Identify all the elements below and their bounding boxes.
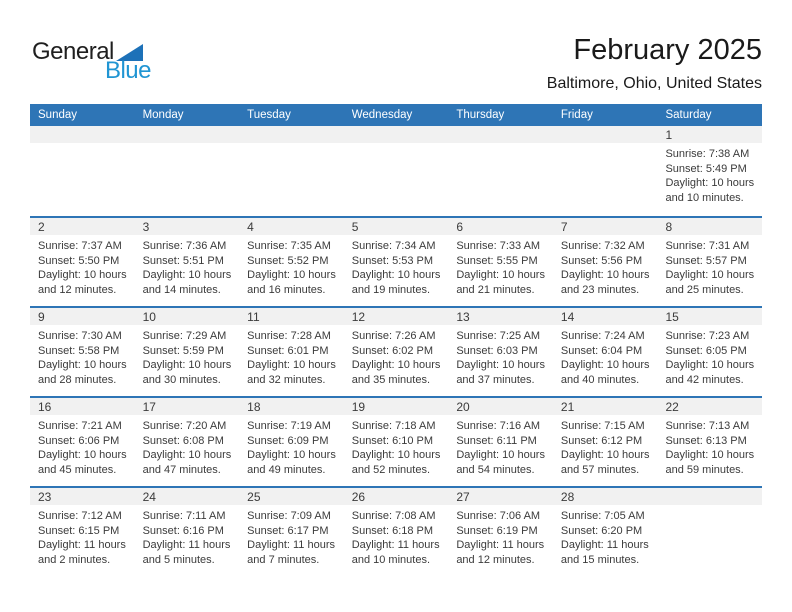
detail-line: Daylight: 11 hours xyxy=(351,539,440,551)
weekday-header-tuesday: Tuesday xyxy=(247,109,291,121)
detail-line: and 35 minutes. xyxy=(351,373,431,386)
week-row xyxy=(30,216,762,306)
logo-text-blue: Blue xyxy=(104,57,151,84)
day-cell-28 xyxy=(553,488,658,576)
day-number-empty xyxy=(657,488,762,505)
detail-line: Daylight: 10 hours xyxy=(351,269,441,281)
day-details xyxy=(30,325,135,387)
day-details xyxy=(344,235,449,297)
day-number: 16 xyxy=(30,398,135,415)
detail-line: Sunset: 6:15 PM xyxy=(38,524,120,537)
detail-line: Daylight: 10 hours xyxy=(560,269,650,281)
day-details xyxy=(30,235,135,297)
detail-line: Daylight: 10 hours xyxy=(560,449,650,461)
detail-line: Daylight: 11 hours xyxy=(38,539,126,551)
page-title: February 2025 xyxy=(573,34,762,66)
detail-line: Sunrise: 7:06 AM xyxy=(456,510,541,522)
detail-line: Sunrise: 7:28 AM xyxy=(247,330,331,342)
detail-line: Daylight: 11 hours xyxy=(142,539,231,551)
page-location: Baltimore, Ohio, United States xyxy=(546,75,762,92)
detail-line: Sunset: 5:59 PM xyxy=(142,344,224,357)
day-details xyxy=(135,235,240,297)
detail-line: and 12 minutes. xyxy=(456,553,535,566)
detail-line: Sunrise: 7:12 AM xyxy=(38,510,122,522)
day-cell-18 xyxy=(239,398,344,486)
detail-line: Sunset: 6:05 PM xyxy=(665,344,747,357)
day-number-empty xyxy=(30,126,135,143)
logo-text-general: General xyxy=(32,38,114,65)
detail-line: Sunset: 6:10 PM xyxy=(351,434,434,447)
detail-line: and 59 minutes. xyxy=(665,463,744,476)
weekday-header-monday: Monday xyxy=(142,109,184,121)
day-cell-empty xyxy=(448,126,553,216)
day-cell-24 xyxy=(135,488,240,576)
day-details xyxy=(448,325,553,387)
day-number: 24 xyxy=(135,488,240,505)
detail-line: Sunrise: 7:31 AM xyxy=(665,240,750,252)
detail-line: and 10 minutes. xyxy=(351,553,431,566)
day-number-empty xyxy=(448,126,553,143)
day-number: 21 xyxy=(553,398,658,415)
detail-line: Sunset: 6:08 PM xyxy=(142,434,224,447)
detail-line: and 12 minutes. xyxy=(38,283,117,296)
day-details xyxy=(344,505,449,567)
day-number: 25 xyxy=(239,488,344,505)
detail-line: and 52 minutes. xyxy=(351,463,431,476)
detail-line: Sunset: 6:02 PM xyxy=(351,344,434,357)
detail-line: Sunset: 6:04 PM xyxy=(560,344,643,357)
detail-line: Sunrise: 7:34 AM xyxy=(351,240,436,252)
day-cell-12 xyxy=(344,308,449,396)
day-number: 7 xyxy=(553,218,658,235)
day-cell-23 xyxy=(30,488,135,576)
detail-line: Daylight: 11 hours xyxy=(456,539,545,551)
day-number-empty xyxy=(344,126,449,143)
detail-line: Daylight: 10 hours xyxy=(665,269,755,281)
day-details xyxy=(553,325,658,387)
day-cell-17 xyxy=(135,398,240,486)
day-cell-14 xyxy=(553,308,658,396)
detail-line: Sunrise: 7:35 AM xyxy=(247,240,331,252)
detail-line: Sunset: 6:18 PM xyxy=(351,524,434,537)
detail-line: Sunrise: 7:16 AM xyxy=(456,420,541,432)
week-row xyxy=(30,126,762,216)
detail-line: and 30 minutes. xyxy=(142,373,221,386)
day-number-empty xyxy=(239,126,344,143)
detail-line: Daylight: 10 hours xyxy=(38,269,127,281)
day-cell-empty xyxy=(30,126,135,216)
day-number: 10 xyxy=(135,308,240,325)
detail-line: and 47 minutes. xyxy=(142,463,221,476)
day-cell-4 xyxy=(239,218,344,306)
day-cell-16 xyxy=(30,398,135,486)
detail-line: Daylight: 10 hours xyxy=(560,359,650,371)
detail-line: Sunset: 5:53 PM xyxy=(351,254,434,267)
day-cell-27 xyxy=(448,488,553,576)
day-number: 19 xyxy=(344,398,449,415)
day-number: 5 xyxy=(344,218,449,235)
detail-line: Daylight: 10 hours xyxy=(38,359,127,371)
detail-line: Daylight: 10 hours xyxy=(247,269,336,281)
day-cell-10 xyxy=(135,308,240,396)
detail-line: Sunrise: 7:25 AM xyxy=(456,330,541,342)
day-cell-19 xyxy=(344,398,449,486)
day-cell-9 xyxy=(30,308,135,396)
detail-line: Sunset: 5:58 PM xyxy=(38,344,120,357)
detail-line: Sunset: 6:09 PM xyxy=(247,434,329,447)
day-cell-2 xyxy=(30,218,135,306)
calendar-table xyxy=(30,104,762,576)
day-cell-22 xyxy=(657,398,762,486)
day-cell-empty xyxy=(135,126,240,216)
title-block xyxy=(547,34,762,93)
day-number: 11 xyxy=(239,308,344,325)
day-cell-25 xyxy=(239,488,344,576)
detail-line: Sunset: 6:13 PM xyxy=(665,434,747,447)
detail-line: and 57 minutes. xyxy=(560,463,640,476)
day-number: 15 xyxy=(657,308,762,325)
day-cell-26 xyxy=(344,488,449,576)
detail-line: Daylight: 11 hours xyxy=(247,539,336,551)
detail-line: Sunrise: 7:32 AM xyxy=(560,240,645,252)
day-details xyxy=(553,505,658,567)
day-cell-1 xyxy=(657,126,762,216)
day-number: 9 xyxy=(30,308,135,325)
day-details xyxy=(448,235,553,297)
detail-line: Daylight: 10 hours xyxy=(665,177,755,189)
detail-line: Sunset: 5:52 PM xyxy=(247,254,329,267)
day-number: 1 xyxy=(657,126,762,143)
detail-line: Sunset: 6:01 PM xyxy=(247,344,329,357)
detail-line: and 10 minutes. xyxy=(665,191,744,204)
detail-line: Sunset: 6:12 PM xyxy=(560,434,643,447)
detail-line: Daylight: 10 hours xyxy=(456,359,545,371)
detail-line: Sunrise: 7:30 AM xyxy=(38,330,122,342)
day-details xyxy=(135,325,240,387)
detail-line: and 54 minutes. xyxy=(456,463,535,476)
day-number: 6 xyxy=(448,218,553,235)
detail-line: Sunset: 6:17 PM xyxy=(247,524,329,537)
detail-line: Daylight: 10 hours xyxy=(247,359,336,371)
detail-line: Sunset: 5:55 PM xyxy=(456,254,538,267)
general-blue-logo xyxy=(32,38,152,84)
detail-line: Daylight: 10 hours xyxy=(665,359,755,371)
day-number: 2 xyxy=(30,218,135,235)
day-details xyxy=(657,235,762,297)
day-cell-6 xyxy=(448,218,553,306)
weekday-header-friday: Friday xyxy=(560,109,593,121)
detail-line: Sunset: 5:57 PM xyxy=(665,254,747,267)
day-details xyxy=(344,415,449,477)
detail-line: and 21 minutes. xyxy=(456,283,535,296)
week-row xyxy=(30,396,762,486)
weekday-header-thursday: Thursday xyxy=(456,109,505,121)
day-details xyxy=(344,325,449,387)
day-number: 3 xyxy=(135,218,240,235)
day-cell-empty xyxy=(344,126,449,216)
day-cell-empty xyxy=(553,126,658,216)
detail-line: Sunset: 6:20 PM xyxy=(560,524,643,537)
detail-line: Daylight: 10 hours xyxy=(456,269,545,281)
day-cell-5 xyxy=(344,218,449,306)
detail-line: Sunset: 6:03 PM xyxy=(456,344,538,357)
detail-line: Sunrise: 7:36 AM xyxy=(142,240,227,252)
detail-line: Sunset: 6:16 PM xyxy=(142,524,224,537)
weekday-header-saturday: Saturday xyxy=(665,109,712,121)
day-cell-8 xyxy=(657,218,762,306)
day-number: 12 xyxy=(344,308,449,325)
detail-line: Daylight: 10 hours xyxy=(142,449,232,461)
detail-line: Sunset: 5:49 PM xyxy=(665,162,747,175)
day-number: 18 xyxy=(239,398,344,415)
day-details xyxy=(657,325,762,387)
weekday-header-row xyxy=(30,104,762,126)
detail-line: Sunrise: 7:05 AM xyxy=(560,510,645,522)
day-number: 27 xyxy=(448,488,553,505)
detail-line: Daylight: 10 hours xyxy=(142,269,232,281)
detail-line: Sunrise: 7:15 AM xyxy=(560,420,645,432)
detail-line: Sunrise: 7:20 AM xyxy=(142,420,227,432)
day-details xyxy=(30,415,135,477)
day-number: 14 xyxy=(553,308,658,325)
detail-line: and 19 minutes. xyxy=(351,283,431,296)
day-details xyxy=(657,143,762,205)
day-cell-11 xyxy=(239,308,344,396)
detail-line: Sunrise: 7:19 AM xyxy=(247,420,331,432)
detail-line: Daylight: 10 hours xyxy=(351,359,441,371)
day-number: 23 xyxy=(30,488,135,505)
detail-line: and 5 minutes. xyxy=(142,553,215,566)
detail-line: Sunrise: 7:18 AM xyxy=(351,420,436,432)
day-number: 28 xyxy=(553,488,658,505)
day-cell-empty xyxy=(657,488,762,576)
day-cell-15 xyxy=(657,308,762,396)
detail-line: Daylight: 10 hours xyxy=(665,449,755,461)
day-number: 4 xyxy=(239,218,344,235)
detail-line: Daylight: 10 hours xyxy=(247,449,336,461)
detail-line: Sunrise: 7:24 AM xyxy=(560,330,645,342)
detail-line: and 15 minutes. xyxy=(560,553,640,566)
day-number: 20 xyxy=(448,398,553,415)
detail-line: and 25 minutes. xyxy=(665,283,744,296)
detail-line: Sunset: 5:56 PM xyxy=(560,254,643,267)
detail-line: Sunrise: 7:09 AM xyxy=(247,510,331,522)
day-number-empty xyxy=(135,126,240,143)
detail-line: Sunset: 5:50 PM xyxy=(38,254,120,267)
detail-line: Sunrise: 7:08 AM xyxy=(351,510,436,522)
detail-line: Sunrise: 7:11 AM xyxy=(142,510,226,522)
detail-line: Sunrise: 7:26 AM xyxy=(351,330,436,342)
detail-line: Daylight: 10 hours xyxy=(456,449,545,461)
detail-line: and 49 minutes. xyxy=(247,463,326,476)
detail-line: and 23 minutes. xyxy=(560,283,640,296)
day-details xyxy=(239,415,344,477)
detail-line: and 2 minutes. xyxy=(38,553,111,566)
day-details xyxy=(448,415,553,477)
week-row xyxy=(30,486,762,576)
detail-line: and 40 minutes. xyxy=(560,373,640,386)
day-number: 26 xyxy=(344,488,449,505)
detail-line: Sunrise: 7:23 AM xyxy=(665,330,750,342)
detail-line: Sunset: 6:06 PM xyxy=(38,434,120,447)
day-details xyxy=(448,505,553,567)
day-number-empty xyxy=(553,126,658,143)
detail-line: and 32 minutes. xyxy=(247,373,326,386)
day-details xyxy=(30,505,135,567)
day-details xyxy=(553,415,658,477)
detail-line: Daylight: 11 hours xyxy=(560,539,649,551)
detail-line: and 14 minutes. xyxy=(142,283,221,296)
detail-line: Sunrise: 7:33 AM xyxy=(456,240,541,252)
day-number: 8 xyxy=(657,218,762,235)
week-row xyxy=(30,306,762,396)
day-details xyxy=(657,415,762,477)
day-details xyxy=(553,235,658,297)
detail-line: Sunrise: 7:38 AM xyxy=(665,148,750,160)
day-details xyxy=(239,235,344,297)
day-details xyxy=(135,505,240,567)
detail-line: and 37 minutes. xyxy=(456,373,535,386)
detail-line: Daylight: 10 hours xyxy=(38,449,127,461)
detail-line: Sunrise: 7:13 AM xyxy=(665,420,750,432)
day-cell-7 xyxy=(553,218,658,306)
day-number: 13 xyxy=(448,308,553,325)
day-cell-20 xyxy=(448,398,553,486)
detail-line: and 16 minutes. xyxy=(247,283,326,296)
detail-line: and 45 minutes. xyxy=(38,463,117,476)
day-number: 17 xyxy=(135,398,240,415)
weeks-container xyxy=(30,126,762,576)
detail-line: Sunrise: 7:21 AM xyxy=(38,420,122,432)
day-number: 22 xyxy=(657,398,762,415)
detail-line: Daylight: 10 hours xyxy=(142,359,232,371)
detail-line: Sunrise: 7:37 AM xyxy=(38,240,122,252)
weekday-header-sunday: Sunday xyxy=(38,109,78,121)
day-details xyxy=(239,505,344,567)
detail-line: Daylight: 10 hours xyxy=(351,449,441,461)
detail-line: Sunset: 5:51 PM xyxy=(142,254,224,267)
weekday-header-wednesday: Wednesday xyxy=(351,109,413,121)
day-cell-13 xyxy=(448,308,553,396)
day-cell-21 xyxy=(553,398,658,486)
day-details xyxy=(135,415,240,477)
day-cell-3 xyxy=(135,218,240,306)
detail-line: and 28 minutes. xyxy=(38,373,117,386)
detail-line: Sunset: 6:11 PM xyxy=(456,434,537,447)
detail-line: and 7 minutes. xyxy=(247,553,320,566)
day-details xyxy=(239,325,344,387)
day-cell-empty xyxy=(239,126,344,216)
detail-line: Sunrise: 7:29 AM xyxy=(142,330,227,342)
detail-line: Sunset: 6:19 PM xyxy=(456,524,538,537)
detail-line: and 42 minutes. xyxy=(665,373,744,386)
